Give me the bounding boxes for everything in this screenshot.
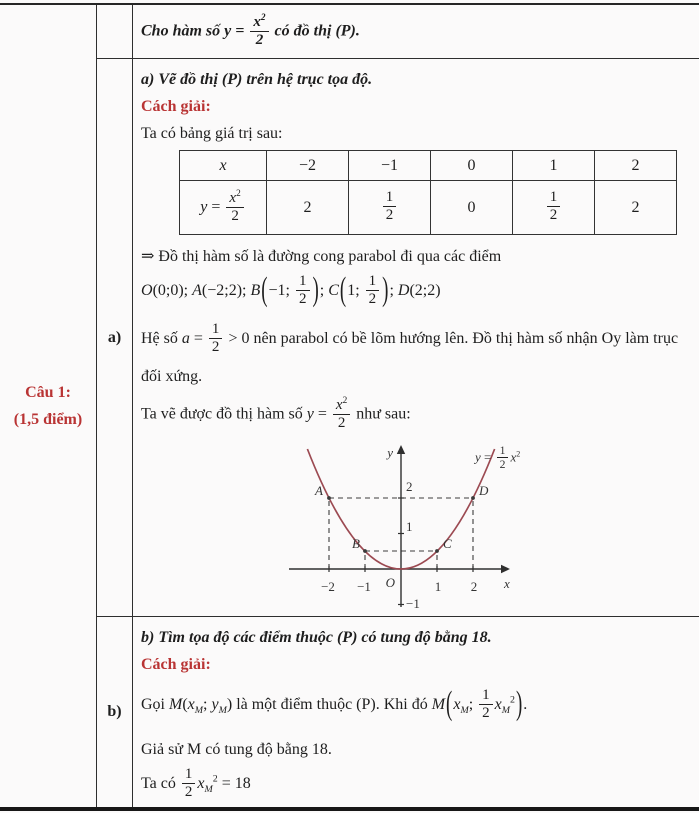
x-axis-label: x bbox=[504, 575, 510, 591]
y-tick-1: 1 bbox=[406, 518, 413, 534]
points-list: O(0;0); A(−2;2); B(−1; $\frac{1}{2}$ ); C(1; $\frac{1}{2}$ ); D(2;2) bbox=[141, 271, 441, 310]
value-table-cell: 0 bbox=[431, 181, 513, 235]
value-table-value-row bbox=[180, 181, 677, 235]
y-axis-arrow bbox=[397, 445, 405, 454]
problem-statement: Cho hàm số y = $\frac{x^2}{2}$ có đồ thị (P). bbox=[141, 12, 360, 48]
value-table-cell: 2 bbox=[595, 151, 677, 181]
part-b-title: b) Tìm tọa độ các điểm thuộc (P) có tung độ bằng 18. bbox=[141, 629, 492, 646]
question-number: Câu 1: bbox=[25, 383, 71, 401]
point-a-label: A bbox=[315, 482, 323, 498]
value-table-cell: y = $\frac{x^2}{2}$ bbox=[180, 181, 267, 235]
x-tick-minus2: −2 bbox=[321, 578, 335, 594]
value-table-cell: −2 bbox=[267, 151, 349, 181]
x-tick-2: 2 bbox=[470, 578, 478, 594]
y-axis-label: y bbox=[387, 444, 393, 460]
part-a-label: a) bbox=[107, 328, 122, 346]
value-table-cell: 1 bbox=[513, 151, 595, 181]
solution-heading-a: Cách giải: bbox=[141, 98, 211, 115]
part-a-title: a) Vẽ đồ thị (P) trên hệ trục tọa độ. bbox=[141, 71, 373, 88]
solution-table bbox=[0, 3, 699, 811]
value-table-header-row bbox=[180, 151, 677, 181]
equation-line: Ta có $\frac{1}{2}$ $x_M^2 = 18$ bbox=[141, 766, 251, 800]
x-tick-1: 1 bbox=[434, 578, 442, 594]
x-axis-arrow bbox=[501, 565, 510, 573]
part-b-label-cell bbox=[97, 616, 133, 807]
value-table-cell: $\frac{1}{2}$ bbox=[513, 181, 595, 235]
value-table bbox=[179, 150, 677, 235]
table-intro: Ta có bảng giá trị sau: bbox=[141, 125, 283, 142]
part-b-content bbox=[133, 616, 699, 807]
point-c-label: C bbox=[443, 535, 452, 551]
solution-heading-b: Cách giải: bbox=[141, 656, 211, 673]
value-table-cell: x bbox=[180, 151, 267, 181]
question-points: (1,5 điểm) bbox=[13, 410, 83, 428]
draw-intro: Ta vẽ được đồ thị hàm số y = $\frac{x^2}{2}$ như sau: bbox=[141, 396, 411, 432]
curve-equation-label: y = $\frac{1}{2}$ $x^2$ bbox=[475, 443, 521, 471]
ab-cell-empty bbox=[97, 5, 133, 58]
problem-statement-cell bbox=[133, 5, 699, 58]
assumption-line: Giả sử M có tung độ bằng 18. bbox=[141, 741, 332, 758]
parabola-graph bbox=[269, 441, 551, 613]
value-table-cell: −1 bbox=[349, 151, 431, 181]
value-table-cell: 0 bbox=[431, 151, 513, 181]
x-tick-minus1: −1 bbox=[357, 578, 371, 594]
point-m-definition: Gọi $M(x_M$; $y_M$) là một điểm thuộc (P). Khi đó $M(x_M$; $\frac{1}{2}$ $x_M^2$). bbox=[141, 685, 528, 724]
y-tick-minus1: −1 bbox=[406, 595, 420, 611]
point-b-label: B bbox=[352, 535, 360, 551]
y-tick-2: 2 bbox=[406, 478, 413, 494]
point-d-label: D bbox=[479, 482, 489, 498]
part-b-label: b) bbox=[107, 703, 122, 720]
part-a-content bbox=[133, 58, 699, 616]
value-table-cell: 2 bbox=[595, 181, 677, 235]
coefficient-note: Hệ số a = $\frac{1}{2}$ > 0 nên parabol có bề lõm hướng lên. Đồ thị hàm số nhận Oy làm trục đối xứng. bbox=[141, 320, 679, 385]
value-table-cell: 2 bbox=[267, 181, 349, 235]
conclusion-arrow-line: ⇒ Đồ thị hàm số là đường cong parabol đi qua các điểm bbox=[141, 248, 502, 265]
part-a-label-cell bbox=[97, 58, 133, 616]
value-table-cell: $\frac{1}{2}$ bbox=[349, 181, 431, 235]
origin-label: O bbox=[385, 574, 395, 590]
question-label-cell bbox=[0, 5, 97, 807]
